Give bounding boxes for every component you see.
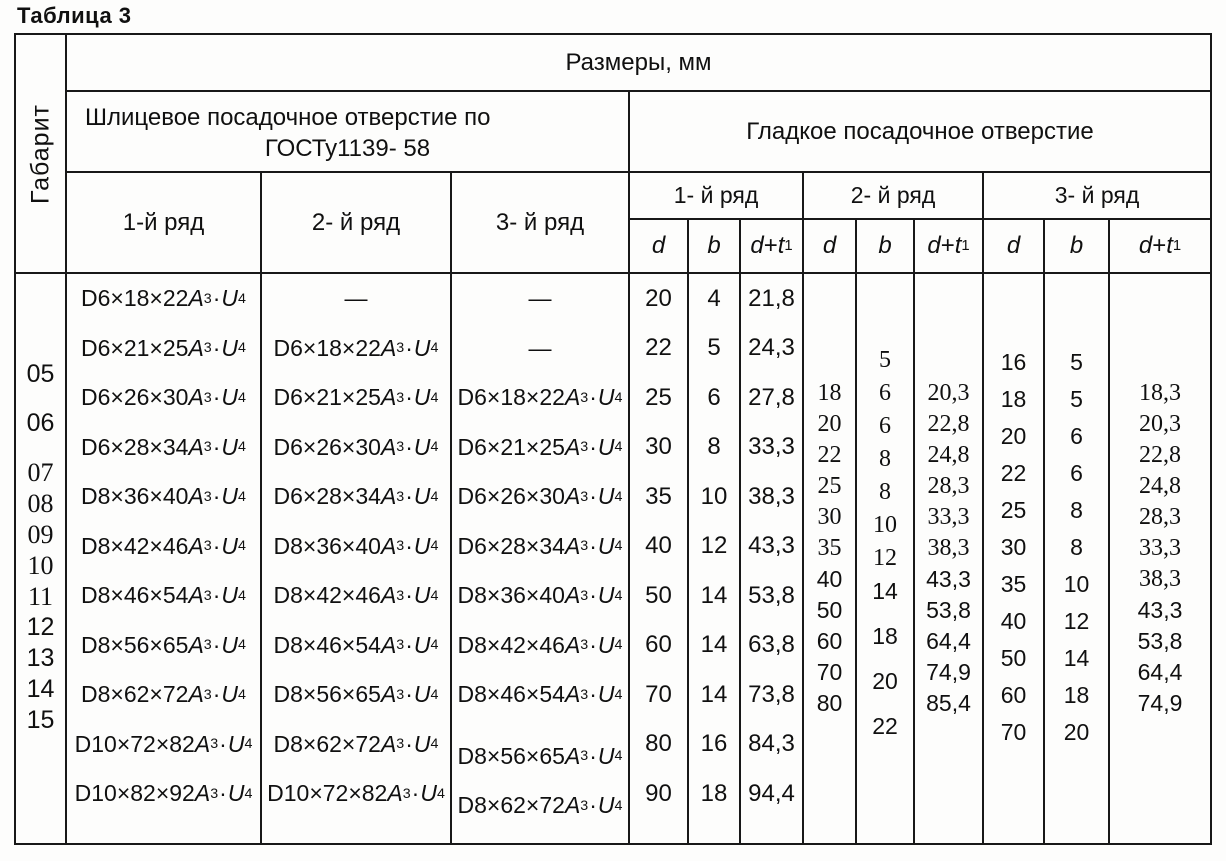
value-cell: 4 xyxy=(707,284,721,312)
value-cell: 43,3 xyxy=(1137,597,1183,623)
spline-section-title-line1: Шлицевое посадочное отверстие по xyxy=(85,104,491,131)
value-cell: 74,9 xyxy=(926,659,971,685)
spline-row-header: 3- й ряд xyxy=(495,208,585,236)
value-cell: 10 xyxy=(1063,571,1090,597)
value-cell: D6×18×22 A 3 · U 4 xyxy=(457,384,623,411)
smooth-sub-headers xyxy=(630,220,1210,272)
sub-header-cell: d xyxy=(630,220,689,272)
dimensions-table xyxy=(14,33,1212,845)
smooth-row-header: 1- й ряд xyxy=(630,173,804,218)
value-cell: 8 xyxy=(1070,534,1083,560)
smooth-ryad3-dt1-column xyxy=(1110,274,1210,843)
value-cell: 5 xyxy=(1070,386,1083,412)
value-cell: D8×46×54 A 3 · U 4 xyxy=(457,681,623,708)
value-cell: D10×72×82 A 3 · U 4 xyxy=(267,780,445,807)
value-cell: 64,4 xyxy=(1137,659,1183,685)
value-cell: 14 xyxy=(1063,645,1090,671)
value-cell: D6×18×22 A 3 · U 4 xyxy=(81,285,246,312)
value-cell: D6×21×25 A 3 · U 4 xyxy=(81,334,246,361)
value-cell: D8×36×40 A 3 · U 4 xyxy=(273,532,439,559)
value-cell: D8×62×72 A 3 · U 4 xyxy=(273,730,439,757)
value-cell: 53,8 xyxy=(748,581,795,609)
value-cell: 22,8 xyxy=(927,411,970,437)
value-cell: 43,3 xyxy=(748,532,795,560)
dash-cell: — xyxy=(528,285,552,312)
value-cell: 85,4 xyxy=(926,690,971,716)
value-cell: D8×56×65 A 3 · U 4 xyxy=(457,742,623,769)
gabarit-value: 07 xyxy=(27,458,54,487)
value-cell: 60 xyxy=(645,631,672,659)
smooth-ryad3-d-column xyxy=(984,274,1045,843)
value-cell: D8×42×46 A 3 · U 4 xyxy=(81,532,246,559)
value-cell: 6 xyxy=(1070,460,1083,486)
gabarit-value: 15 xyxy=(26,706,55,734)
value-cell: 24,8 xyxy=(927,442,970,468)
value-cell: 33,3 xyxy=(927,504,970,530)
spline-ryad1-column xyxy=(67,274,262,843)
value-cell: D10×82×92 A 3 · U 4 xyxy=(74,780,253,807)
gabarit-value: 08 xyxy=(27,489,54,518)
value-cell: D6×21×25 A 3 · U 4 xyxy=(273,384,439,411)
gabarit-value: 09 xyxy=(27,520,54,549)
table-main xyxy=(67,35,1210,843)
value-cell: 18 xyxy=(700,779,728,807)
value-cell: 5 xyxy=(879,347,891,373)
value-cell: 30 xyxy=(1000,534,1027,560)
value-cell: 8 xyxy=(879,446,891,472)
table-title: Таблица 3 xyxy=(17,3,132,28)
value-cell: 20 xyxy=(1063,719,1090,745)
value-cell: 8 xyxy=(1070,497,1083,523)
value-cell: 10 xyxy=(873,512,897,538)
value-cell: 64,4 xyxy=(926,628,971,654)
value-cell: D6×26×30 A 3 · U 4 xyxy=(273,433,439,460)
gabarit-value: 05 xyxy=(26,360,55,388)
value-cell: 14 xyxy=(700,680,728,708)
smooth-ryad2-dt1-column xyxy=(915,274,984,843)
sub-header-cell: d + t 1 xyxy=(915,220,984,272)
value-cell: 6 xyxy=(879,413,891,439)
sub-header-cell: d + t 1 xyxy=(741,220,804,272)
razmery-header: Размеры, мм xyxy=(67,35,1210,92)
smooth-row-header: 2- й ряд xyxy=(804,173,984,218)
dash-cell: — xyxy=(344,285,368,312)
value-cell: 38,3 xyxy=(748,482,795,510)
value-cell: 74,9 xyxy=(1137,690,1183,716)
value-cell: 30 xyxy=(645,433,672,461)
value-cell: 50 xyxy=(645,581,672,609)
sub-header-cell: d + t 1 xyxy=(1138,232,1182,259)
value-cell: D6×28×34 A 3 · U 4 xyxy=(81,433,246,460)
value-cell: 70 xyxy=(645,680,672,708)
gabarit-header xyxy=(16,35,65,274)
gabarit-value: 14 xyxy=(26,675,55,703)
value-cell: 5 xyxy=(1070,349,1083,375)
smooth-ryad1-d-column xyxy=(630,274,689,843)
section-headers-row xyxy=(67,92,1210,173)
value-cell: 14 xyxy=(700,581,728,609)
value-cell: 18 xyxy=(817,380,842,406)
value-cell: 21,8 xyxy=(748,284,795,312)
value-cell: D8×42×46 A 3 · U 4 xyxy=(273,582,439,609)
value-cell: 84,3 xyxy=(748,730,795,758)
value-cell: 5 xyxy=(707,334,721,362)
value-cell: D6×26×30 A 3 · U 4 xyxy=(81,384,246,411)
smooth-row-headers xyxy=(630,173,1210,220)
value-cell: 50 xyxy=(1000,645,1027,671)
gabarit-label: Габарит xyxy=(26,103,54,204)
value-cell: 24,8 xyxy=(1139,473,1181,499)
value-cell: 20 xyxy=(1000,423,1027,449)
value-cell: 14 xyxy=(872,578,898,604)
spline-ryad2-column xyxy=(262,274,452,843)
value-cell: D8×36×40 A 3 · U 4 xyxy=(457,582,623,609)
value-cell: D8×46×54 A 3 · U 4 xyxy=(81,582,246,609)
value-cell: D8×36×40 A 3 · U 4 xyxy=(81,483,246,510)
value-cell: 50 xyxy=(816,597,843,623)
smooth-section-header: Гладкое посадочное отверстие xyxy=(746,117,1094,145)
value-cell: D6×21×25 A 3 · U 4 xyxy=(457,433,623,460)
smooth-ryad3-b-column xyxy=(1045,274,1110,843)
value-cell: 6 xyxy=(879,380,891,406)
value-cell: 8 xyxy=(879,479,891,505)
spline-row-headers xyxy=(67,173,630,272)
value-cell: 8 xyxy=(707,433,721,461)
table-body xyxy=(67,274,1210,843)
spline-section-title-line2: ГОСТу1139- 58 xyxy=(264,135,431,162)
value-cell: 43,3 xyxy=(926,566,971,592)
value-cell: 60 xyxy=(1000,682,1027,708)
value-cell: 33,3 xyxy=(748,433,795,461)
value-cell: 18 xyxy=(1000,386,1027,412)
value-cell: 53,8 xyxy=(926,597,971,623)
sub-header-cell: d xyxy=(804,220,857,272)
spline-ryad3-column xyxy=(452,274,630,843)
smooth-row-header: 3- й ряд xyxy=(1054,182,1140,208)
value-cell: D6×28×34 A 3 · U 4 xyxy=(457,532,623,559)
value-cell: 24,3 xyxy=(748,334,795,362)
value-cell: 12 xyxy=(1063,608,1090,634)
value-cell: D10×72×82 A 3 · U 4 xyxy=(74,730,253,757)
value-cell: 16 xyxy=(1000,349,1027,375)
value-cell: 22 xyxy=(645,334,672,362)
value-cell: 20 xyxy=(645,284,672,312)
value-cell: D8×62×72 A 3 · U 4 xyxy=(81,681,246,708)
value-cell: 6 xyxy=(707,383,721,411)
value-cell: 73,8 xyxy=(748,680,795,708)
value-cell: 25 xyxy=(817,473,842,499)
gabarit-column xyxy=(16,35,67,843)
dash-cell: — xyxy=(528,334,552,361)
value-cell: 38,3 xyxy=(1139,566,1181,592)
value-cell: D8×46×54 A 3 · U 4 xyxy=(273,631,439,658)
value-cell: 6 xyxy=(1070,423,1083,449)
value-cell: 22 xyxy=(1000,460,1027,486)
sub-header-cell: b xyxy=(1045,220,1110,272)
value-cell: 70 xyxy=(1000,719,1027,745)
value-cell: 38,3 xyxy=(927,535,970,561)
value-cell: 40 xyxy=(645,532,672,560)
value-cell: D8×56×65 A 3 · U 4 xyxy=(81,631,246,658)
value-cell: D8×42×46 A 3 · U 4 xyxy=(457,631,623,658)
value-cell: 90 xyxy=(645,779,672,807)
value-cell: 28,3 xyxy=(927,473,970,499)
spline-row-header: 2- й ряд xyxy=(262,173,452,272)
value-cell: 12 xyxy=(873,545,897,571)
sub-header-cell: b xyxy=(857,220,915,272)
value-cell: 20 xyxy=(817,411,842,437)
value-cell: 80 xyxy=(816,690,843,716)
value-cell: 40 xyxy=(816,566,843,592)
value-cell: 20 xyxy=(872,668,898,694)
value-cell: 25 xyxy=(645,383,672,411)
value-cell: 94,4 xyxy=(748,779,795,807)
value-cell: 18 xyxy=(1063,682,1090,708)
value-cell: 35 xyxy=(817,535,842,561)
value-cell: 27,8 xyxy=(748,383,795,411)
gabarit-value: 06 xyxy=(26,409,55,437)
spline-row-header: 1-й ряд xyxy=(67,173,262,272)
value-cell: 70 xyxy=(816,659,843,685)
gabarit-value: 10 xyxy=(27,551,54,580)
gabarit-value: 11 xyxy=(27,582,54,611)
value-cell: D8×56×65 A 3 · U 4 xyxy=(273,681,439,708)
value-cell: 30 xyxy=(817,504,842,530)
value-cell: D6×28×34 A 3 · U 4 xyxy=(273,483,439,510)
value-cell: 28,3 xyxy=(1139,504,1181,530)
value-cell: 25 xyxy=(1000,497,1027,523)
sub-header-cell: d xyxy=(984,220,1045,272)
smooth-ryad2-d-column xyxy=(804,274,857,843)
smooth-ryad2-b-column xyxy=(857,274,915,843)
value-cell: 18,3 xyxy=(1139,380,1181,406)
value-cell: 20,3 xyxy=(1139,411,1181,437)
smooth-ryad1-dt1-column xyxy=(741,274,804,843)
value-cell: 63,8 xyxy=(748,631,795,659)
value-cell: 16 xyxy=(700,730,728,758)
value-cell: 18 xyxy=(872,623,898,649)
smooth-ryad1-b-column xyxy=(689,274,741,843)
spline-section-header xyxy=(67,92,630,171)
value-cell: 35 xyxy=(1000,571,1027,597)
gabarit-value: 12 xyxy=(26,613,55,641)
value-cell: D8×62×72 A 3 · U 4 xyxy=(457,792,623,819)
gabarit-value: 13 xyxy=(26,644,55,672)
value-cell: 12 xyxy=(700,532,728,560)
row-headers-row xyxy=(67,173,1210,274)
value-cell: 35 xyxy=(645,482,672,510)
value-cell: 80 xyxy=(645,730,672,758)
value-cell: 53,8 xyxy=(1137,628,1183,654)
value-cell: 33,3 xyxy=(1139,535,1181,561)
value-cell: 22 xyxy=(817,442,842,468)
gabarit-values xyxy=(16,274,65,843)
smooth-row-headers-block xyxy=(630,173,1210,272)
value-cell: 10 xyxy=(700,482,728,510)
value-cell: 60 xyxy=(816,628,843,654)
value-cell: 22 xyxy=(872,713,898,739)
value-cell: 22,8 xyxy=(1139,442,1181,468)
value-cell: 14 xyxy=(700,631,728,659)
value-cell: 20,3 xyxy=(927,380,970,406)
value-cell: D6×18×22 A 3 · U 4 xyxy=(273,334,439,361)
value-cell: 40 xyxy=(1000,608,1027,634)
sub-header-cell: b xyxy=(689,220,741,272)
value-cell: D6×26×30 A 3 · U 4 xyxy=(457,483,623,510)
